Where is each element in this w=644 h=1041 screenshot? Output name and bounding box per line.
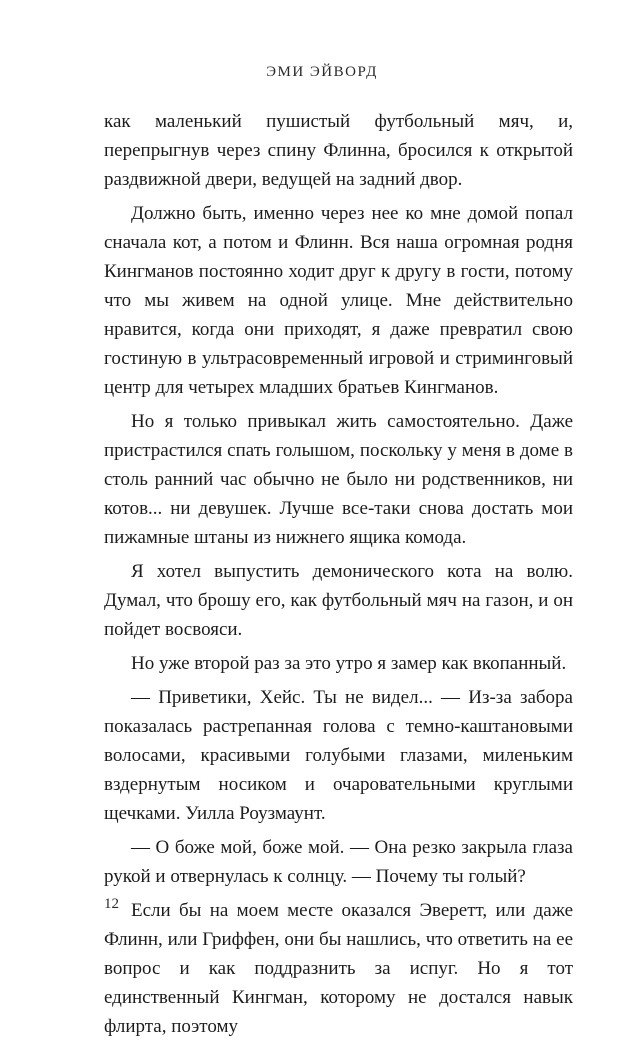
dialogue-paragraph: — О боже мой, боже мой. — Она резко закрыла глаза рукой и отвернулась к солнцу. — Почему ты голый? xyxy=(104,837,573,887)
paragraph: Если бы на моем месте оказался Эверетт, или даже Флинн, или Гриффен, они бы нашлись, что ответить на ее вопрос и как поддразнить за испуг. Но я тот единственный Кингман, которому не достался навык флирта, поэтому xyxy=(104,900,573,1037)
running-title: ЭМИ ЭЙВОРД xyxy=(266,64,378,80)
page-number: 12 xyxy=(104,896,119,912)
dialogue-paragraph: — Приветики, Хейс. Ты не видел... — Из-за забора показалась растрепанная голова с темно-каштановыми волосами, красивыми голубыми глазами, миленьким вздернутым носиком и очаровательными круглыми щечками. Уилла Роузмаунт. xyxy=(104,687,573,824)
paragraph: Но я только привыкал жить самостоятельно. Даже пристрастился спать голышом, поскольку у меня в доме в столь ранний час обычно не было ни родственников, ни котов... ни девушек. Лучше все-таки снова достать мои пижамные штаны из нижнего ящика комода. xyxy=(104,411,573,548)
paragraph: Но уже второй раз за это утро я замер как вкопанный. xyxy=(131,653,567,674)
paragraph: Должно быть, именно через нее ко мне домой попал сначала кот, а потом и Флинн. Вся наша огромная родня Кингманов постоянно ходит друг к другу в гости, потому что мы живем на одной улице. Мне действительно нравится, когда они приходят, я даже превратил свою гостиную в ультрасовременный игровой и стриминговый центр для четырех младших братьев Кингманов. xyxy=(104,203,573,398)
body-text xyxy=(104,107,573,1041)
paragraph-continued: как маленький пушистый футбольный мяч, и, перепрыгнув через спину Флинна, бросился к открытой раздвижной двери, ведущей на задний двор. xyxy=(104,111,573,190)
paragraph: Я хотел выпустить демонического кота на волю. Думал, что брошу его, как футбольный мяч на газон, и он пойдет восвояси. xyxy=(104,561,573,640)
